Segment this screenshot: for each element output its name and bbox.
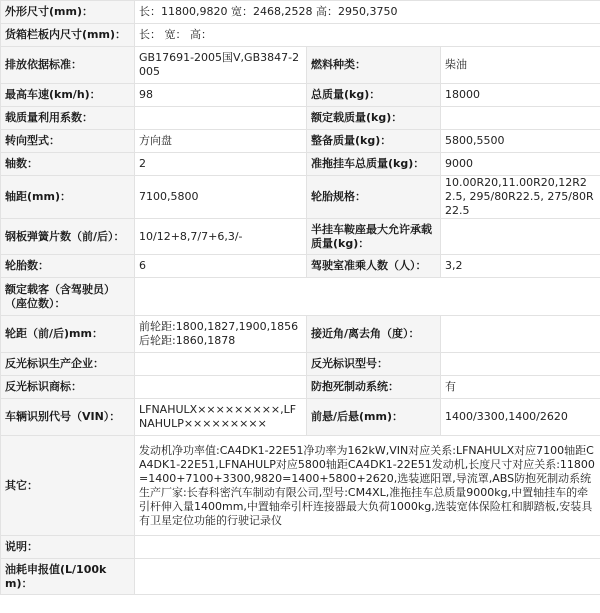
row-label-2: 整备质量(kg)： bbox=[307, 130, 441, 153]
row-label: 油耗申报值(L/100km)： bbox=[1, 559, 135, 595]
table-row bbox=[1, 278, 600, 316]
row-value: 长：11800,9820 宽：2468,2528 高：2950,3750 bbox=[135, 1, 600, 24]
row-label-2: 接近角/离去角（度）： bbox=[307, 316, 441, 353]
row-label: 钢板弹簧片数（前/后）： bbox=[1, 219, 135, 255]
row-value-2: 3,2 bbox=[441, 255, 600, 278]
row-value-2: 5800,5500 bbox=[441, 130, 600, 153]
table-row bbox=[1, 255, 600, 278]
row-value: 发动机净功率值:CA4DK1-22E51净功率为162kW,VIN对应关系:LFNAHULX对应7100轴距CA4DK1-22E51,LFNAHULP对应5800轴距CA4DK1-22E51发动机,长度尺寸对应关系:11800=1400+7100+3300,9820=1400+5800+2620,选装遮阳罩,导流罩,ABS防抱死制动系统生产厂家:长春科密汽车制动有限公司,型号:CM4XL,准拖挂车总质量9000kg,中置轴挂车的牵引杆伸入量1400mm,中置轴牵引杆连接器最大负荷1000kg,选装宽体保险杠和脚踏板,安装具有卫星定位功能的行驶记录仪 bbox=[135, 436, 600, 536]
row-label-2: 总质量(kg)： bbox=[307, 84, 441, 107]
table-row bbox=[1, 436, 600, 536]
row-value: GB17691-2005国Ⅴ,GB3847-2005 bbox=[135, 47, 307, 84]
row-value-2: 18000 bbox=[441, 84, 600, 107]
row-value: 7100,5800 bbox=[135, 176, 307, 219]
table-row bbox=[1, 536, 600, 559]
row-value-2: 10.00R20,11.00R20,12R22.5, 295/80R22.5, 275/80R22.5 bbox=[441, 176, 600, 219]
row-value-2 bbox=[441, 353, 600, 376]
row-label-2: 反光标识型号： bbox=[307, 353, 441, 376]
table-row bbox=[1, 1, 600, 24]
row-value bbox=[135, 353, 307, 376]
row-label: 反光标识商标： bbox=[1, 376, 135, 399]
table-row bbox=[1, 176, 600, 219]
table-row bbox=[1, 376, 600, 399]
row-value-2: 柴油 bbox=[441, 47, 600, 84]
row-label-2: 轮胎规格： bbox=[307, 176, 441, 219]
row-value-2 bbox=[441, 316, 600, 353]
table-row bbox=[1, 153, 600, 176]
row-value-2 bbox=[441, 219, 600, 255]
table-row bbox=[1, 24, 600, 47]
row-label-2: 半挂车鞍座最大允许承载质量(kg)： bbox=[307, 219, 441, 255]
row-value: 2 bbox=[135, 153, 307, 176]
row-label-2: 准拖挂车总质量(kg)： bbox=[307, 153, 441, 176]
table-row bbox=[1, 353, 600, 376]
row-value: 长： 宽： 高： bbox=[135, 24, 600, 47]
row-label: 轴数： bbox=[1, 153, 135, 176]
row-label: 转向型式： bbox=[1, 130, 135, 153]
row-value: 前轮距:1800,1827,1900,1856 后轮距:1860,1878 bbox=[135, 316, 307, 353]
row-value-2: 有 bbox=[441, 376, 600, 399]
row-label: 反光标识生产企业： bbox=[1, 353, 135, 376]
row-label: 外形尺寸(mm)： bbox=[1, 1, 135, 24]
row-value-2 bbox=[441, 107, 600, 130]
row-label-2: 驾驶室准乘人数（人）： bbox=[307, 255, 441, 278]
row-value-2: 9000 bbox=[441, 153, 600, 176]
table-row bbox=[1, 559, 600, 595]
row-value: 10/12+8,7/7+6,3/- bbox=[135, 219, 307, 255]
row-label-2: 防抱死制动系统： bbox=[307, 376, 441, 399]
table-row bbox=[1, 84, 600, 107]
row-label: 货箱栏板内尺寸(mm)： bbox=[1, 24, 135, 47]
row-value: 6 bbox=[135, 255, 307, 278]
row-label: 轮距（前/后)mm： bbox=[1, 316, 135, 353]
row-label: 额定载客（含驾驶员）（座位数）： bbox=[1, 278, 135, 316]
row-label: 排放依据标准： bbox=[1, 47, 135, 84]
row-label: 载质量利用系数： bbox=[1, 107, 135, 130]
row-label: 最高车速(km/h)： bbox=[1, 84, 135, 107]
table-row bbox=[1, 47, 600, 84]
row-value: 方向盘 bbox=[135, 130, 307, 153]
row-value bbox=[135, 376, 307, 399]
row-label-2: 燃料种类： bbox=[307, 47, 441, 84]
row-label: 其它： bbox=[1, 436, 135, 536]
table-row bbox=[1, 107, 600, 130]
row-value bbox=[135, 559, 600, 595]
table-row bbox=[1, 316, 600, 353]
row-value bbox=[135, 107, 307, 130]
row-value-2: 1400/3300,1400/2620 bbox=[441, 399, 600, 436]
row-label-2: 额定载质量(kg)： bbox=[307, 107, 441, 130]
row-label: 轴距(mm)： bbox=[1, 176, 135, 219]
row-label: 车辆识别代号（VIN）： bbox=[1, 399, 135, 436]
table-row bbox=[1, 399, 600, 436]
row-label: 轮胎数： bbox=[1, 255, 135, 278]
row-label: 说明： bbox=[1, 536, 135, 559]
row-value: 98 bbox=[135, 84, 307, 107]
row-label-2: 前悬/后悬(mm)： bbox=[307, 399, 441, 436]
row-value bbox=[135, 278, 600, 316]
row-value bbox=[135, 536, 600, 559]
table-row bbox=[1, 219, 600, 255]
table-row bbox=[1, 130, 600, 153]
row-value: LFNAHULX×××××××××,LFNAHULP××××××××× bbox=[135, 399, 307, 436]
